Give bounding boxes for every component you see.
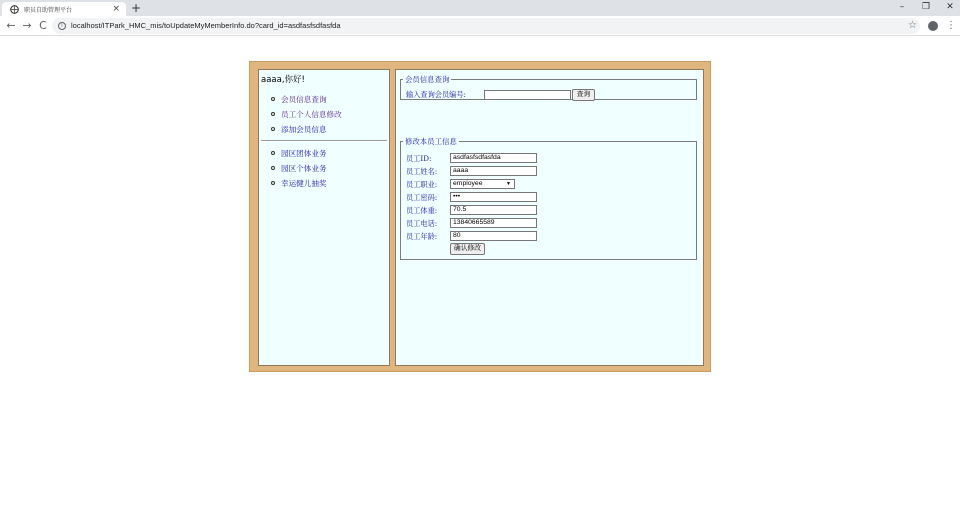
bullet-icon bbox=[271, 166, 275, 170]
nav-divider bbox=[261, 140, 387, 142]
bullet-icon bbox=[271, 112, 275, 116]
tab-title: 职员自助管理平台 bbox=[24, 6, 73, 14]
nav-menu bbox=[271, 93, 342, 138]
minimize-button[interactable]: – bbox=[899, 2, 905, 12]
left-nav-frame bbox=[258, 69, 390, 366]
star-icon[interactable]: ☆ bbox=[908, 20, 917, 31]
browser-toolbar bbox=[0, 16, 960, 36]
employee-age-input[interactable]: 80 bbox=[450, 231, 537, 241]
nav-item bbox=[271, 123, 342, 138]
chevron-down-icon: ▼ bbox=[506, 181, 511, 187]
field-label-phone: 员工电话: bbox=[406, 219, 438, 228]
main-frame bbox=[395, 69, 704, 366]
field-label-password: 员工密码: bbox=[406, 193, 438, 202]
nav-link-edit-employee[interactable]: 员工个人信息修改 bbox=[281, 110, 342, 119]
nav-link-group-business[interactable]: 园区团体业务 bbox=[281, 149, 327, 158]
field-label-name: 员工姓名: bbox=[406, 167, 438, 176]
browser-tab[interactable] bbox=[2, 2, 126, 16]
info-icon[interactable]: i bbox=[58, 22, 66, 30]
nav-item bbox=[271, 108, 342, 123]
browser-titlebar bbox=[0, 0, 960, 16]
employee-id-input[interactable]: asdfasfsdfasfda bbox=[450, 153, 537, 163]
restore-button[interactable]: ❐ bbox=[921, 2, 931, 12]
bullet-icon bbox=[271, 151, 275, 155]
nav-link-lucky-draw[interactable]: 幸运健儿抽奖 bbox=[281, 179, 327, 188]
greeting: aaaa,你好! bbox=[261, 75, 305, 85]
nav-item bbox=[271, 177, 327, 192]
employee-phone-input[interactable]: 13840665589 bbox=[450, 218, 537, 228]
select-value: employee bbox=[453, 180, 483, 187]
forward-button[interactable]: → bbox=[22, 19, 32, 32]
favicon-icon bbox=[10, 5, 19, 14]
employee-job-select[interactable] bbox=[450, 179, 515, 189]
back-button[interactable]: ← bbox=[6, 19, 16, 32]
nav-item bbox=[271, 147, 327, 162]
tab-close-icon[interactable]: × bbox=[112, 3, 120, 14]
nav-link-member-query[interactable]: 会员信息查询 bbox=[281, 95, 327, 104]
nav-link-individual-business[interactable]: 园区个体业务 bbox=[281, 164, 327, 173]
nav-item bbox=[271, 162, 327, 177]
nav-menu-business bbox=[271, 147, 327, 192]
query-label: 输入查询会员编号: bbox=[406, 90, 466, 99]
field-label-weight: 员工体重: bbox=[406, 206, 438, 215]
reload-button[interactable]: C bbox=[39, 19, 47, 32]
frameset bbox=[249, 61, 711, 372]
bullet-icon bbox=[271, 97, 275, 101]
edit-legend: 修改本员工信息 bbox=[405, 137, 457, 146]
field-label-id: 员工ID: bbox=[406, 154, 432, 163]
query-legend: 会员信息查询 bbox=[405, 75, 450, 84]
field-label-job: 员工职业: bbox=[406, 180, 438, 189]
new-tab-button[interactable]: + bbox=[131, 1, 142, 15]
nav-link-add-member[interactable]: 添加会员信息 bbox=[281, 125, 327, 134]
nav-item bbox=[271, 93, 342, 108]
menu-icon[interactable]: ⋮ bbox=[946, 20, 956, 31]
query-button[interactable]: 查询 bbox=[572, 89, 595, 101]
member-id-input[interactable] bbox=[484, 90, 571, 100]
employee-weight-input[interactable]: 70.5 bbox=[450, 205, 537, 215]
field-label-age: 员工年龄: bbox=[406, 232, 438, 241]
bullet-icon bbox=[271, 181, 275, 185]
edit-fieldset bbox=[400, 136, 697, 260]
employee-password-input[interactable]: ••• bbox=[450, 192, 537, 202]
close-window-button[interactable]: ✕ bbox=[946, 2, 954, 12]
confirm-edit-button[interactable]: 确认修改 bbox=[450, 243, 485, 255]
address-bar[interactable] bbox=[52, 18, 920, 34]
url-text[interactable]: localhost/ITPark_HMC_mis/toUpdateMyMemberInfo.do?card_id=asdfasfsdfasfda bbox=[71, 21, 341, 30]
bullet-icon bbox=[271, 127, 275, 131]
account-icon[interactable] bbox=[928, 21, 938, 31]
employee-name-input[interactable]: aaaa bbox=[450, 166, 537, 176]
